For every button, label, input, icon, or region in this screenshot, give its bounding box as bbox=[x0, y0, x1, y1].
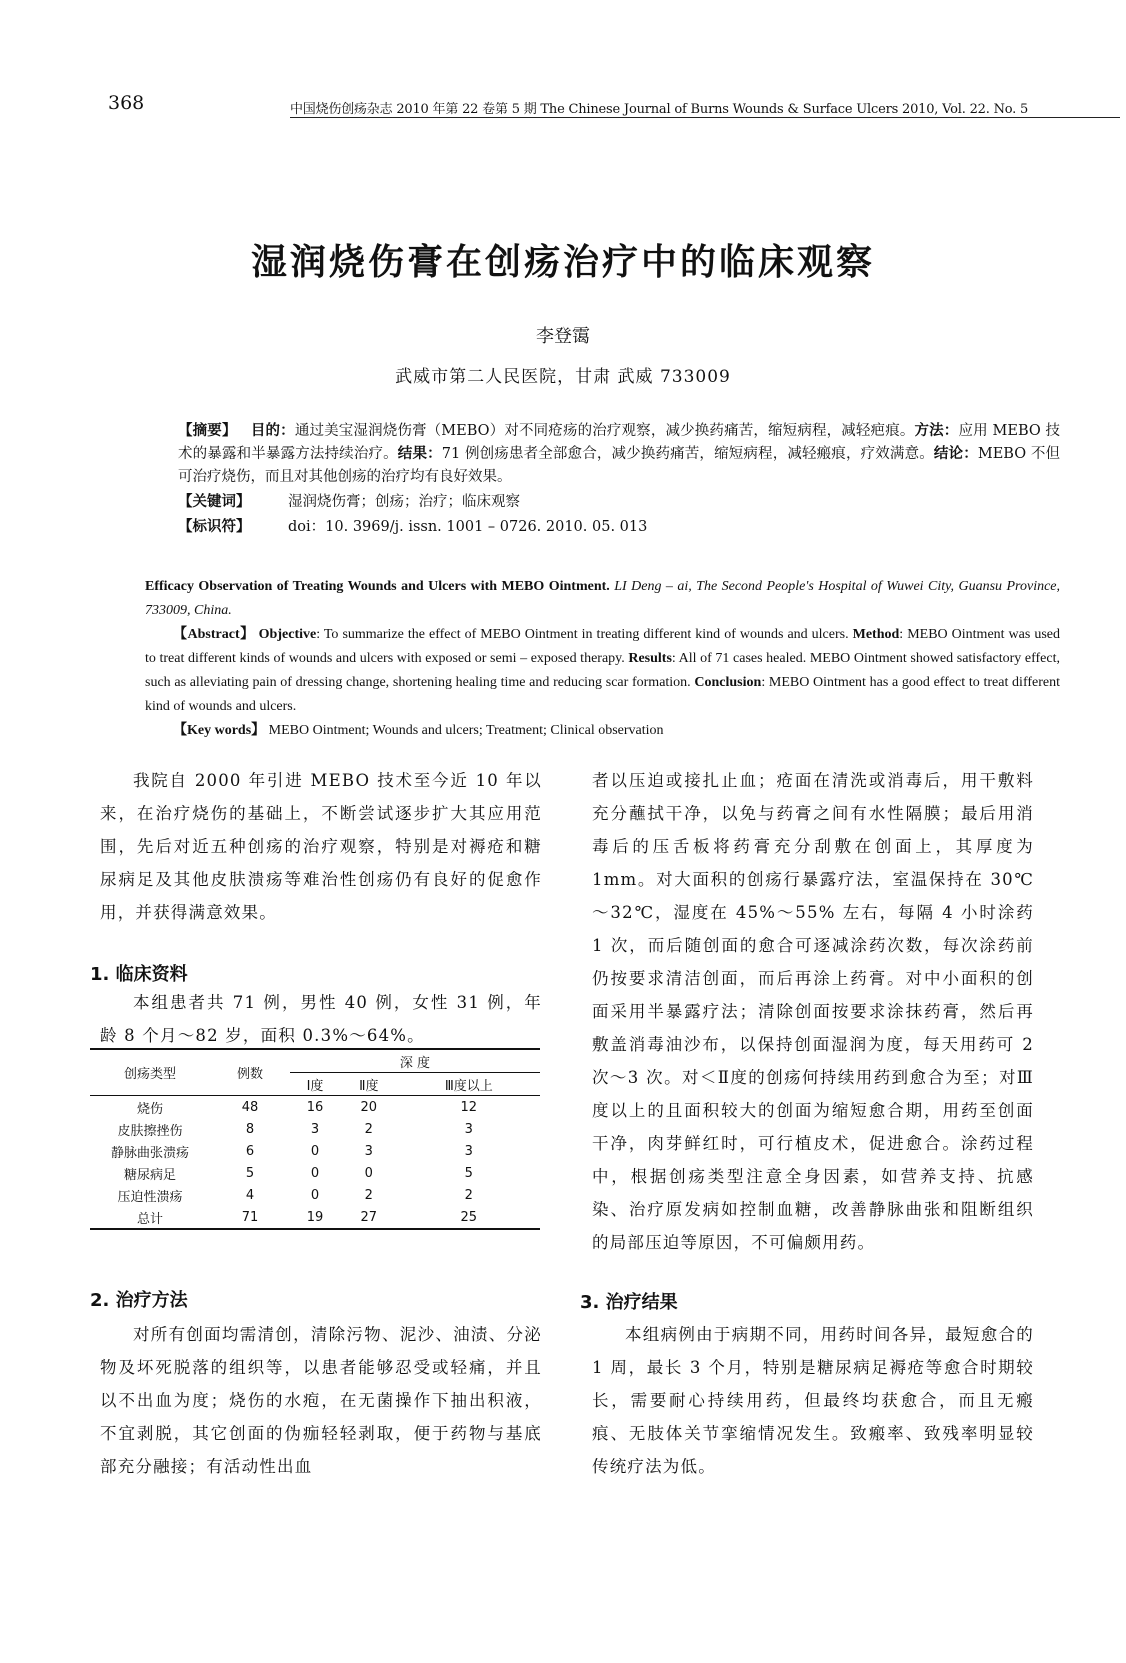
cell: 2 bbox=[364, 1121, 373, 1137]
section1-text: 本组患者共 71 例，男性 40 例，女性 31 例，年龄 8 个月～82 岁，面积 0.3%～64%。 bbox=[100, 993, 542, 1045]
en-objective: : To summarize the effect of MEBO Ointment in treating different kind of wounds and ulcers. bbox=[316, 627, 849, 642]
header-rule bbox=[290, 117, 1120, 118]
en-keywords-label: 【Key words】 bbox=[173, 723, 266, 738]
cell: 12 bbox=[460, 1099, 478, 1115]
objective-label: 目的： bbox=[250, 423, 295, 439]
article-title: 湿润烧伤膏在创疡治疗中的临床观察 bbox=[250, 242, 875, 283]
keywords-cn-label: 【关键词】 bbox=[178, 494, 251, 510]
cell: 3 bbox=[464, 1143, 473, 1159]
method-label: 方法： bbox=[914, 423, 959, 439]
en-method-label: Method bbox=[852, 627, 900, 642]
en-abstract-body bbox=[145, 623, 1060, 719]
cell: 25 bbox=[460, 1209, 478, 1225]
cell: 2 bbox=[364, 1187, 373, 1203]
cell: 19 bbox=[306, 1209, 324, 1225]
cell: 8 bbox=[245, 1121, 255, 1137]
abstract-en bbox=[145, 575, 1060, 743]
conclusion-text: MEBO 不但可治疗烧伤，而且对其他创疡的治疗均有良好效果。 bbox=[178, 446, 1061, 485]
cell: 5 bbox=[464, 1165, 473, 1181]
table-row bbox=[90, 1118, 540, 1140]
cell: 3 bbox=[310, 1121, 320, 1137]
cell: 71 bbox=[241, 1209, 259, 1225]
cell: 27 bbox=[360, 1209, 378, 1225]
table-row bbox=[90, 1162, 540, 1184]
section1-heading: 1. 临床资料 bbox=[90, 964, 188, 985]
doi-label: 【标识符】 bbox=[178, 519, 251, 535]
col2-paragraph bbox=[592, 764, 1034, 1259]
th-degree2: Ⅱ度 bbox=[359, 1078, 379, 1094]
cell: 48 bbox=[241, 1099, 259, 1115]
results-label: 结果： bbox=[397, 446, 442, 462]
intro-paragraph bbox=[100, 764, 542, 929]
cell: 0 bbox=[310, 1187, 320, 1203]
th-count: 例数 bbox=[236, 1067, 263, 1082]
cell: 0 bbox=[364, 1165, 373, 1181]
conclusion-label: 结论： bbox=[933, 446, 978, 462]
section3-paragraph bbox=[592, 1318, 1034, 1483]
en-conclusion: : MEBO Ointment has a good effect to treat different kind of wounds and ulcers. bbox=[145, 675, 1060, 714]
cell: 压迫性溃疡 bbox=[117, 1189, 183, 1205]
th-depth: 深 度 bbox=[290, 1049, 540, 1073]
section3-heading: 3. 治疗结果 bbox=[580, 1292, 678, 1313]
en-method: : MEBO Ointment was used to treat different kinds of wounds and ulcers with exposed or semi – exposed therapy. bbox=[145, 627, 1061, 666]
en-title-line bbox=[145, 575, 1060, 623]
page-number: 368 bbox=[108, 92, 145, 114]
cell: 0 bbox=[310, 1165, 320, 1181]
cell: 3 bbox=[464, 1121, 473, 1137]
keywords-cn: 湿润烧伤膏；创疡；治疗；临床观察 bbox=[288, 494, 520, 510]
th-degree1: Ⅰ度 bbox=[306, 1078, 324, 1094]
th-degree3: Ⅲ度以上 bbox=[444, 1078, 493, 1094]
abstract-cn bbox=[178, 420, 1060, 539]
section3-text: 本组病例由于病期不同，用药时间各异，最短愈合的 1 周，最长 3 个月，特别是糖尿病足褥疮等愈合时期较长，需要耐心持续用药，但最终均获愈合，而且无瘢痕、无肢体关节挛缩情况发生。致瘢率、致残率明显较传统疗法为低。 bbox=[592, 1325, 1034, 1476]
en-keywords-line bbox=[145, 719, 1060, 743]
data-table bbox=[90, 1048, 540, 1230]
cell: 2 bbox=[464, 1187, 473, 1203]
th-type: 创疡类型 bbox=[123, 1067, 176, 1082]
en-keywords: MEBO Ointment; Wounds and ulcers; Treatment; Clinical observation bbox=[265, 723, 664, 738]
section2-heading: 2. 治疗方法 bbox=[90, 1290, 188, 1311]
doi-line bbox=[178, 516, 1060, 539]
cell: 总计 bbox=[136, 1211, 163, 1227]
section2-paragraph bbox=[100, 1318, 542, 1483]
cell: 静脉曲张溃疡 bbox=[110, 1145, 189, 1161]
data-table-wrap bbox=[90, 1048, 540, 1230]
cell: 0 bbox=[310, 1143, 320, 1159]
cell: 皮肤擦挫伤 bbox=[117, 1123, 183, 1139]
cell: 糖尿病足 bbox=[123, 1167, 176, 1183]
intro-text: 我院自 2000 年引进 MEBO 技术至今近 10 年以来，在治疗烧伤的基础上，不断尝试逐步扩大其应用范围，先后对近五种创疡的治疗观察，特别是对褥疮和糖尿病足及其他皮肤溃疡等难治性创疡仍有良好的促愈作用，并获得满意效果。 bbox=[100, 771, 542, 922]
doi: doi：10. 3969/j. issn. 1001 – 0726. 2010. 05. 013 bbox=[288, 519, 648, 535]
cell: 6 bbox=[245, 1143, 255, 1159]
table-row-total bbox=[90, 1206, 540, 1229]
en-conclusion-label: Conclusion bbox=[694, 675, 762, 690]
cell: 烧伤 bbox=[136, 1101, 163, 1117]
table-row bbox=[90, 1096, 540, 1119]
cell: 16 bbox=[306, 1099, 324, 1115]
en-author-affil: LI Deng – ai, The Second People's Hospital of Wuwei City, Guansu Province, 733009, China. bbox=[145, 579, 1061, 618]
en-results: : All of 71 cases healed. MEBO Ointment showed satisfactory effect, such as alleviating pain of dressing change, shortening healing time and reducing scar formation. bbox=[145, 651, 1060, 690]
en-title: Efficacy Observation of Treating Wounds and Ulcers with MEBO Ointment. bbox=[145, 579, 610, 594]
cell: 4 bbox=[245, 1187, 255, 1203]
cell: 20 bbox=[360, 1099, 378, 1115]
cell: 3 bbox=[364, 1143, 373, 1159]
abstract-label: 【摘要】 bbox=[178, 423, 237, 439]
table-row bbox=[90, 1184, 540, 1206]
results-text: 71 例创疡患者全部愈合，减少换药痛苦，缩短病程，减轻瘢痕，疗效满意。 bbox=[441, 446, 934, 462]
col2-text: 者以压迫或接扎止血；疮面在清洗或消毒后，用干敷料充分蘸拭干净，以免与药膏之间有水性隔膜；最后用消毒后的压舌板将药膏充分刮敷在创面上，其厚度为 1mm。对大面积的创疡行暴露疗法，室温保持在 30℃～32℃，湿度在 45%～55% 左右，每隔 4 小时涂药 1 次，而后随创面的愈合可逐减涂药次数，每次涂药前仍按要求清洁创面，而后再涂上药膏。对中小面积的创面采用半暴露疗法；清除创面按要求涂抹药膏，然后再敷盖消毒油沙布，以保持创面湿润为度，每天用药可 2 次～3 次。对＜Ⅱ度的创疡何持续用药到愈合为至；对Ⅲ度以上的且面积较大的创面为缩短愈合期，用药至创面干净，肉芽鲜红时，可行植皮术，促进愈合。涂药过程中，根据创疡类型注意全身因素，如营养支持、抗感染、治疗原发病如控制血糖，改善静脉曲张和阻断组织的局部压迫等原因，不可偏颇用药。 bbox=[592, 771, 1034, 1252]
keywords-cn-line bbox=[178, 491, 1060, 514]
affiliation: 武威市第二人民医院，甘肃 武威 733009 bbox=[395, 367, 731, 387]
section1-paragraph bbox=[100, 986, 542, 1052]
cell: 5 bbox=[245, 1165, 255, 1181]
en-abstract-label: 【Abstract】 bbox=[173, 627, 255, 642]
abstract-cn-body bbox=[178, 420, 1060, 489]
method-text: 应用 MEBO 技术的暴露和半暴露方法持续治疗。 bbox=[178, 423, 1061, 462]
table-row bbox=[90, 1140, 540, 1162]
en-results-label: Results bbox=[628, 651, 672, 666]
en-objective-label: Objective bbox=[258, 627, 317, 642]
objective-text: 通过美宝湿润烧伤膏（MEBO）对不同疮疡的治疗观察，减少换药痛苦，缩短病程，减轻疤痕。 bbox=[294, 423, 915, 439]
running-head: 中国烧伤创疡杂志 2010 年第 22 卷第 5 期 The Chinese Journal of Burns Wounds & Surface Ulcers 2010, Vol. 22. No. 5 bbox=[290, 102, 1029, 117]
author: 李登霭 bbox=[536, 326, 590, 347]
section2-text: 对所有创面均需清创，清除污物、泥沙、油渍、分泌物及坏死脱落的组织等，以患者能够忍受或轻痛，并且以不出血为度；烧伤的水疱，在无菌操作下抽出积液，不宜剥脱，其它创面的伪痂轻轻剥取，便于药物与基底部充分融接；有活动性出血 bbox=[100, 1325, 542, 1476]
